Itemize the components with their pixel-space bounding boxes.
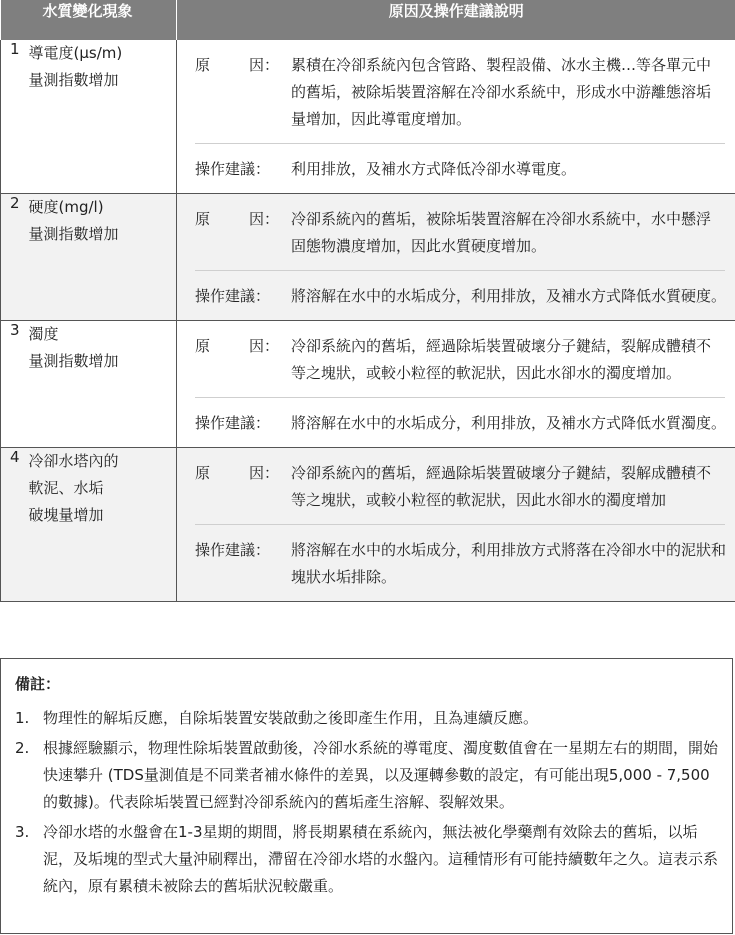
phenomenon-line: 量測指數增加: [28, 225, 119, 243]
note-number: 2.: [15, 739, 30, 757]
explanation-cell: [177, 40, 735, 194]
table-row: [1, 194, 735, 321]
reason-label-b: 因：: [249, 464, 280, 482]
table-header: [1, 0, 735, 40]
reason-block: [195, 194, 725, 271]
note-number: 1.: [15, 709, 30, 727]
advice-text: 將溶解在水中的水垢成分，利用排放方式將落在冷卻水中的泥狀和塊狀水垢排除。: [291, 541, 727, 586]
list-item: [15, 819, 718, 900]
note-text: 物理性的解垢反應，自除垢裝置安裝啟動之後即產生作用，且為連續反應。: [43, 709, 539, 727]
phenomenon-line: 冷卻水塔內的: [28, 452, 119, 470]
phenomenon-line: 導電度(μs/m): [28, 44, 123, 62]
note-text: 根據經驗顯示，物理性除垢裝置啟動後，冷卻水系統的導電度、濁度數值會在一星期左右的期間，開始快速攀升 (TDS量測值是不同業者補水條件的差異，以及運轉參數的設定，有可能出現5,000 - 7,500的數據)。代表除垢裝置已經對冷卻系統內的舊垢產生溶解、裂解效果。: [43, 739, 719, 811]
reason-label-b: 因：: [249, 210, 280, 228]
phenomenon-cell: [29, 321, 177, 448]
list-item: [15, 735, 718, 816]
reason-text: 冷卻系統內的舊垢，被除垢裝置溶解在冷卻水系統中，水中懸浮固態物濃度增加，因此水質硬度增加。: [291, 210, 712, 255]
advice-label: 操作建議：: [195, 414, 271, 432]
reason-label-b: 因：: [249, 337, 280, 355]
phenomenon-line: 濁度: [28, 325, 59, 343]
reason-label: [195, 52, 291, 133]
reason-label-a: 原: [195, 464, 211, 482]
phenomenon-cell: [29, 194, 177, 321]
reason-label-a: 原: [195, 56, 211, 74]
note-text: 冷卻水塔的水盤會在1-3星期的期間，將長期累積在系統內，無法被化學藥劑有效除去的舊垢，以垢泥，及垢塊的型式大量沖刷釋出，滯留在冷卻水塔的水盤內。這種情形有可能持續數年之久。這表示系統內，原有累積未被除去的舊垢狀況較嚴重。: [43, 823, 719, 895]
phenomenon-cell: [29, 448, 177, 602]
advice-text: 將溶解在水中的水垢成分，利用排放，及補水方式降低水質濁度。: [291, 414, 727, 432]
table-row: [1, 448, 735, 602]
advice-block: [195, 525, 735, 601]
advice-label: 操作建議：: [195, 160, 271, 178]
reason-label-a: 原: [195, 337, 211, 355]
reason-block: [195, 448, 725, 525]
explanation-cell: [177, 194, 735, 321]
advice-text: 將溶解在水中的水垢成分，利用排放，及補水方式降低水質硬度。: [291, 287, 727, 305]
note-number: 3.: [15, 823, 30, 841]
reason-label-b: 因：: [249, 56, 280, 74]
reason-label: [195, 333, 291, 387]
explanation-cell: [177, 321, 735, 448]
phenomenon-line: 硬度(mg/l): [28, 198, 104, 216]
phenomenon-line: 破塊量增加: [28, 506, 104, 524]
reason-text: 冷卻系統內的舊垢，經過除垢裝置破壞分子鍵結，裂解成體積不等之塊狀，或較小粒徑的軟泥狀，因此水卻水的濁度增加。: [291, 337, 712, 382]
advice-block: [195, 398, 735, 447]
notes-title: 備註：: [15, 675, 61, 693]
advice-block: [195, 271, 735, 320]
advice-block: [195, 144, 735, 193]
reason-text: 累積在冷卻系統內包含管路、製程設備、冰水主機…等各單元中的舊垢，被除垢裝置溶解在冷卻水系統中，形成水中游離態溶垢量增加，因此導電度增加。: [291, 56, 712, 128]
advice-label: 操作建議：: [195, 541, 271, 559]
row-number: 4: [1, 448, 29, 602]
phenomenon-cell: [29, 40, 177, 194]
reason-block: [195, 40, 725, 144]
reason-text: 冷卻系統內的舊垢，經過除垢裝置破壞分子鍵結，裂解成體積不等之塊狀，或較小粒徑的軟泥狀，因此水卻水的濁度增加: [291, 464, 712, 509]
advice-text: 利用排放，及補水方式降低冷卻水導電度。: [291, 160, 577, 178]
phenomenon-line: 軟泥、水垢: [28, 479, 104, 497]
phenomenon-line: 量測指數增加: [28, 71, 119, 89]
header-explanation: 原因及操作建議說明: [177, 0, 735, 40]
table-row: [1, 40, 735, 194]
reason-label: [195, 206, 291, 260]
reason-block: [195, 321, 725, 398]
reason-label: [195, 460, 291, 514]
reason-label-a: 原: [195, 210, 211, 228]
notes-list: [15, 705, 718, 903]
phenomenon-line: 量測指數增加: [28, 352, 119, 370]
list-item: [15, 705, 718, 732]
row-number: 1: [1, 40, 29, 194]
row-number: 3: [1, 321, 29, 448]
header-phenomenon: 水質變化現象: [1, 0, 177, 40]
notes-box: [0, 658, 733, 934]
explanation-cell: [177, 448, 735, 602]
row-number: 2: [1, 194, 29, 321]
table-row: [1, 321, 735, 448]
advice-label: 操作建議：: [195, 287, 271, 305]
